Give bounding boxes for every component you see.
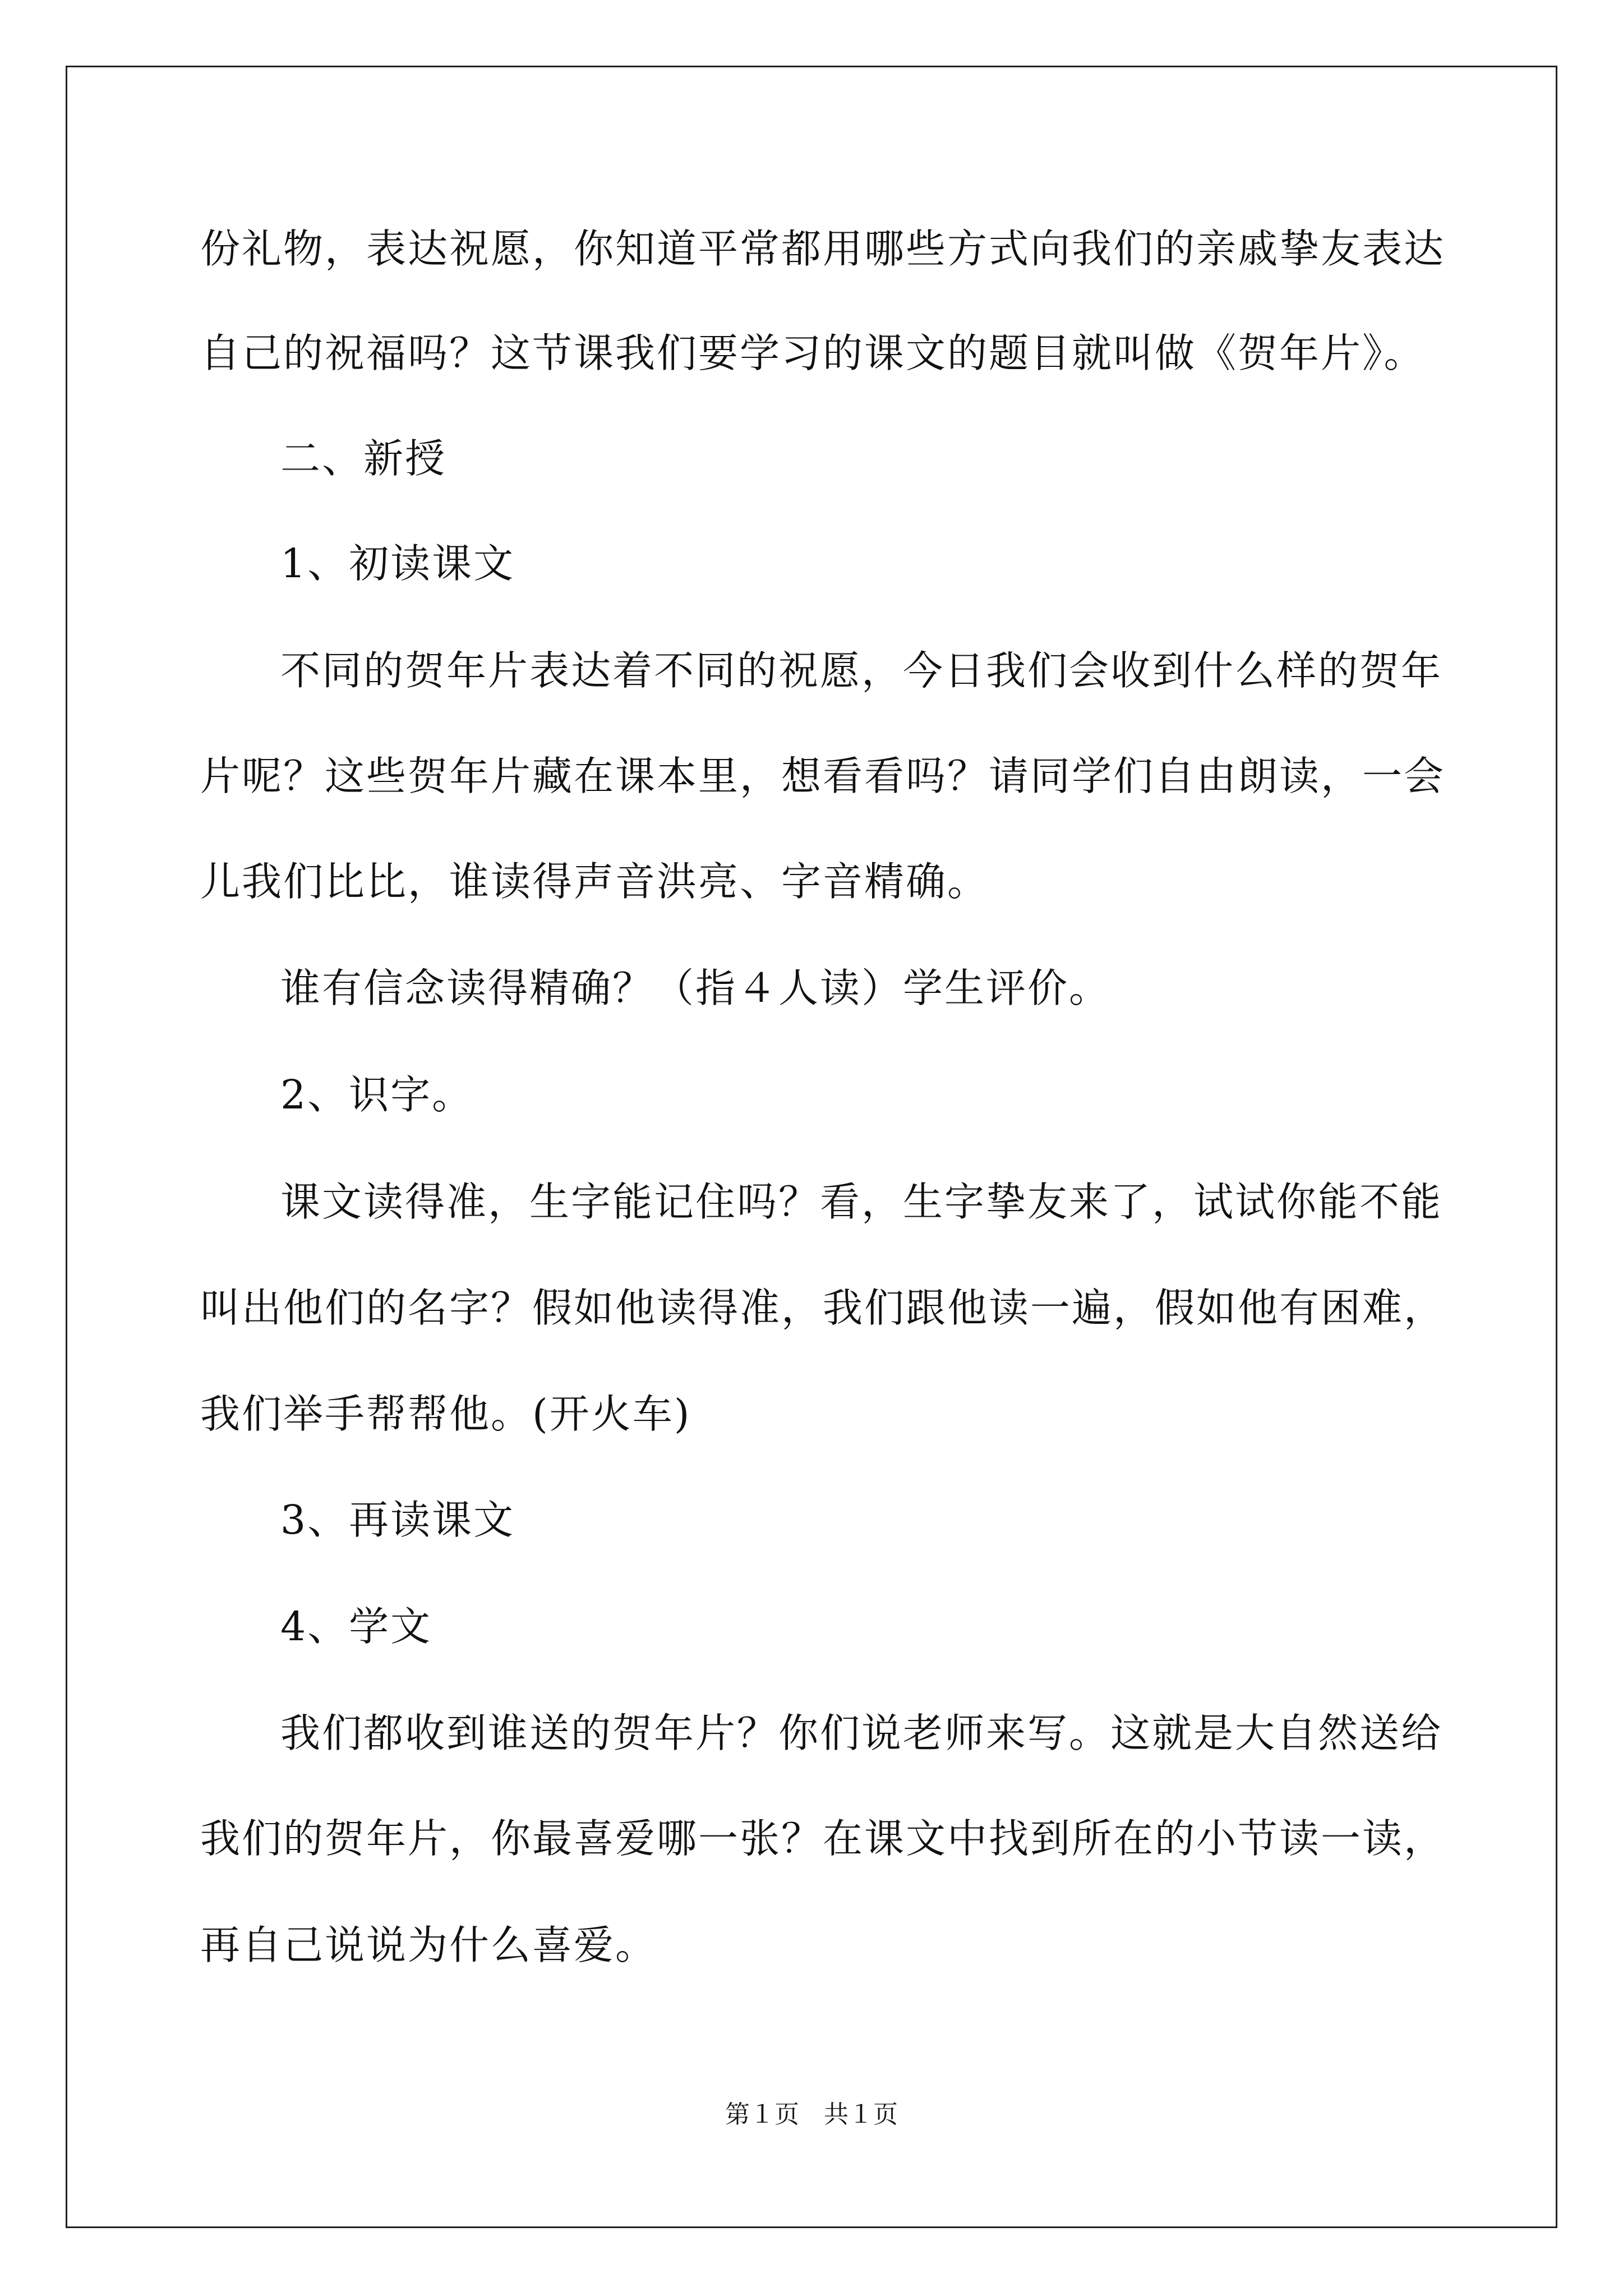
text-line: 我们举手帮帮他。(开火车) [200,1391,691,1437]
page-number-footer: 第１页 共１页 [725,2100,898,2129]
text-line: 再自己说说为什么喜爱。 [200,1922,657,1968]
text-line: 课文读得准，生字能记住吗？看，生字挚友来了，试试你能不能 [280,1179,1443,1225]
subsection-heading: 2、识字。 [280,1071,474,1118]
text-line: 自己的祝福吗？这节课我们要学习的课文的题目就叫做《贺年片》。 [200,330,1426,376]
text-line: 份礼物，表达祝愿，你知道平常都用哪些方式向我们的亲戚挚友表达 [200,226,1446,272]
page-border [66,66,1557,2228]
subsection-heading: 4、学文 [280,1603,432,1650]
subsection-heading: 3、再读课文 [280,1497,515,1543]
section-heading: 二、新授 [280,435,447,482]
text-line: 片呢？这些贺年片藏在课本里，想看看吗？请同学们自由朗读，一会 [200,753,1446,799]
subsection-heading: 1、初读课文 [280,540,515,587]
text-line: 不同的贺年片表达着不同的祝愿，今日我们会收到什么样的贺年 [280,647,1443,694]
text-line: 叫出他们的名字？假如他读得准，我们跟他读一遍，假如他有困难， [200,1285,1446,1331]
text-line: 我们的贺年片，你最喜爱哪一张？在课文中找到所在的小节读一读， [200,1815,1446,1862]
text-line: 我们都收到谁送的贺年片？你们说老师来写。这就是大自然送给 [280,1710,1443,1756]
text-line: 儿我们比比，谁读得声音洪亮、字音精确。 [200,858,989,905]
text-line: 谁有信念读得精确？（指４人读）学生评价。 [280,965,1111,1011]
